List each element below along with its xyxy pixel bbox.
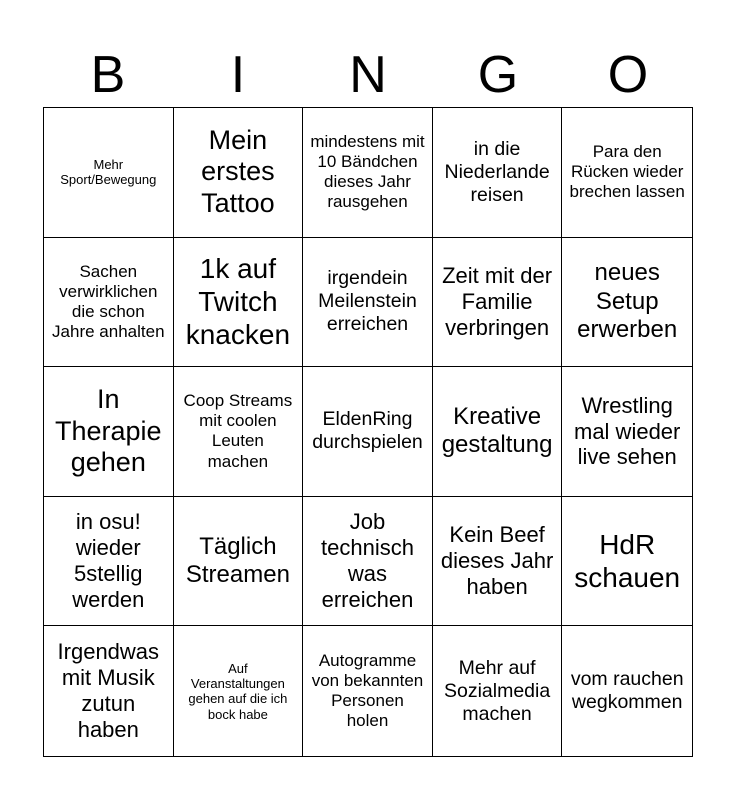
bingo-cell[interactable]: vom rauchen wegkommen [570, 668, 684, 714]
header-letter-o: O [607, 46, 649, 104]
header-letter-g: G [477, 46, 519, 104]
bingo-cell[interactable]: Para den Rücken wieder brechen lassen [562, 108, 692, 238]
bingo-cell[interactable]: Coop Streams mit coolen Leuten machen [174, 367, 304, 497]
bingo-cell[interactable]: Wrestling mal wieder live sehen [562, 367, 692, 497]
bingo-cell[interactable]: Mehr auf Sozialmedia machen [433, 626, 563, 756]
bingo-cell[interactable]: Sachen verwirklichen die schon Jahre anhalten [44, 238, 174, 368]
header-letter-n: N [349, 46, 387, 104]
bingo-cell[interactable]: Mein erstes Tattoo [174, 108, 304, 238]
bingo-cell[interactable]: EldenRing durchspielen [303, 367, 433, 497]
bingo-cell[interactable]: mindestens mit 10 Bändchen dieses Jahr rausgehen [303, 108, 433, 238]
bingo-cell[interactable]: Autogramme von bekannten Personen holen [303, 626, 433, 756]
bingo-cell[interactable]: Kreative gestaltung [433, 367, 563, 497]
bingo-cell[interactable]: Irgendwas mit Musik zutun haben [44, 626, 174, 756]
bingo-board [43, 107, 693, 757]
bingo-cell[interactable]: Zeit mit der Familie verbringen [433, 238, 563, 368]
bingo-cell[interactable]: Auf Veranstaltungen gehen auf die ich bock habe [174, 626, 304, 756]
bingo-header [43, 44, 693, 106]
header-letter-b: B [90, 46, 126, 104]
bingo-cell[interactable]: 1k auf Twitch knacken [174, 238, 304, 368]
bingo-cell[interactable]: irgendein Meilenstein erreichen [303, 238, 433, 368]
bingo-cell[interactable]: HdR schauen [562, 497, 692, 627]
bingo-cell[interactable]: Kein Beef dieses Jahr haben [433, 497, 563, 627]
bingo-cell[interactable]: Mehr Sport/Bewegung [44, 108, 174, 238]
bingo-cell[interactable]: in die Niederlande reisen [433, 108, 563, 238]
bingo-cell[interactable]: Täglich Streamen [174, 497, 304, 627]
bingo-cell[interactable]: Job technisch was erreichen [303, 497, 433, 627]
bingo-cell[interactable]: in osu! wieder 5stellig werden [44, 497, 174, 627]
header-letter-i: I [230, 46, 246, 104]
bingo-cell[interactable]: neues Setup erwerben [562, 238, 692, 368]
bingo-cell[interactable]: In Therapie gehen [44, 367, 174, 497]
